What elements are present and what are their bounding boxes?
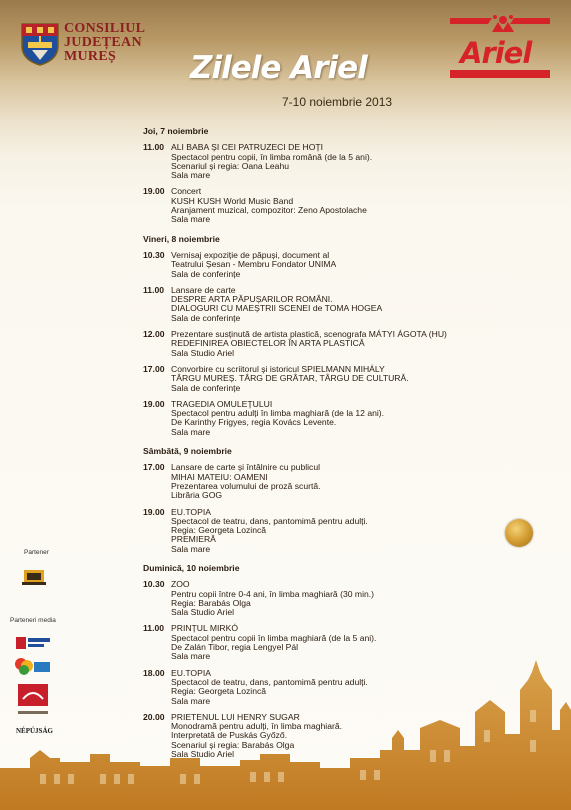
- event-detail-line: REDEFINIREA OBIECTELOR ÎN ARTA PLASTICĂ: [171, 338, 365, 349]
- event-time: 11.00: [143, 284, 165, 295]
- council-line: CONSILIUL: [64, 21, 146, 36]
- event-time: 12.00: [143, 329, 165, 340]
- event-detail-line: Sala mare: [171, 651, 211, 662]
- event-detail-line: Sala Studio Ariel: [171, 749, 235, 760]
- event-detail-line: De Zalán Tibor, regia Lengyel Pál: [171, 642, 299, 653]
- ariel-logo-text: Ariel: [460, 36, 532, 70]
- event-detail-line: DESPRE ARTA PĂPUȘARILOR ROMÂNI.: [171, 294, 333, 305]
- day-title: Duminică, 10 noiembrie: [143, 562, 240, 573]
- event-item: [143, 463, 563, 500]
- event-item: [143, 365, 563, 393]
- event-time: 19.00: [143, 186, 165, 197]
- day-section: [143, 127, 563, 225]
- event-item: [143, 187, 563, 224]
- media-logo-55-icon: [16, 636, 50, 650]
- event-time: 19.00: [143, 398, 165, 409]
- event-title: ALI BABA ȘI CEI PATRUZECI DE HOȚI: [171, 142, 324, 153]
- event-detail-line: MIHAI MATEIU: OAMENI: [171, 471, 268, 482]
- event-detail-line: PREMIERĂ: [171, 534, 216, 545]
- event-detail-line: Sala mare: [171, 214, 211, 225]
- event-detail-line: Regia: Georgeta Lozincă: [171, 686, 267, 697]
- event-detail-line: Spectacol pentru copii în limba maghiară (de la 5 ani).: [171, 632, 377, 643]
- event-time: 11.00: [143, 623, 165, 634]
- festival-title: Zilele Ariel: [190, 50, 367, 86]
- event-title: TRAGEDIA OMULEȚULUI: [171, 398, 273, 409]
- event-detail-line: Teatrului Șesan - Membru Fondator UNIMA: [171, 259, 337, 270]
- partner-logo-icon: [22, 566, 46, 586]
- event-item: [143, 251, 563, 279]
- event-detail-line: Sala de conferințe: [171, 268, 241, 279]
- event-title: Lansare de carte și întâlnire cu publicul: [171, 462, 321, 473]
- event-detail-line: Spectacol de teatru, dans, pantomimă pentru adulți.: [171, 676, 368, 687]
- day-title: Vineri, 8 noiembrie: [143, 233, 220, 244]
- event-title: Vernisaj expoziție de păpuși, document al: [171, 249, 330, 260]
- event-time: 20.00: [143, 711, 165, 722]
- county-crest-icon: [20, 22, 60, 66]
- event-detail-line: Scenariul și regia: Oana Leahu: [171, 160, 290, 171]
- event-detail-line: Sala mare: [171, 170, 211, 181]
- day-title: Sâmbătă, 9 noiembrie: [143, 446, 232, 457]
- event-detail-line: De Karinthy Frigyes, regia Kovács Levente.: [171, 417, 337, 428]
- event-detail-line: Prezentarea volumului de proză scurtă.: [171, 480, 321, 491]
- event-detail-line: Pentru copii între 0-4 ani, în limba maghiară (30 min.): [171, 588, 375, 599]
- festival-dates: 7-10 noiembrie 2013: [282, 95, 393, 109]
- council-line: JUDEȚEAN: [64, 35, 142, 50]
- event-title: PRINȚUL MIRKÓ: [171, 623, 239, 634]
- media-partners-label: Parteneri media: [10, 617, 56, 624]
- event-detail-line: Aranjament muzical, compozitor: Zeno Apostolache: [171, 205, 367, 216]
- event-title: ZOO: [171, 579, 190, 590]
- council-name: [64, 22, 145, 64]
- event-time: 17.00: [143, 462, 165, 473]
- event-item: [143, 143, 563, 180]
- event-detail-line: Spectacol de teatru, dans, pantomimă pentru adulți.: [171, 515, 368, 526]
- event-detail-line: Scenariul și regia: Barabás Olga: [171, 739, 295, 750]
- event-detail-line: Sala mare: [171, 695, 211, 706]
- event-title: EU.TOPIA: [171, 667, 211, 678]
- city-skyline-illustration: [0, 650, 571, 810]
- event-title: Lansare de carte: [171, 284, 236, 295]
- day-section: [143, 235, 563, 437]
- event-detail-line: KUSH KUSH World Music Band: [171, 195, 294, 206]
- event-title: EU.TOPIA: [171, 506, 211, 517]
- event-title: PRIETENUL LUI HENRY SUGAR: [171, 711, 300, 722]
- event-title: Prezentare susținută de artista plastică, scenografa MÁTYI ÁGOTA (HU): [171, 329, 447, 340]
- day-section: [143, 447, 563, 554]
- event-item: [143, 286, 563, 323]
- day-title: Joi, 7 noiembrie: [143, 126, 209, 136]
- event-time: 11.00: [143, 142, 165, 153]
- event-time: 17.00: [143, 363, 165, 374]
- event-time: 18.00: [143, 667, 165, 678]
- event-detail-line: Sala mare: [171, 543, 211, 554]
- gold-seal-icon: [505, 519, 533, 547]
- event-detail-line: Sala mare: [171, 426, 211, 437]
- event-time: 10.30: [143, 249, 165, 260]
- event-detail-line: DIALOGURI CU MAEȘTRII SCENEI de TOMA HOGEA: [171, 303, 383, 314]
- event-detail-line: TÂRGU MUREȘ. TÂRG DE GRÂTAR, TÂRGU DE CULTURĂ.: [171, 373, 409, 384]
- event-detail-line: Regia: Georgeta Lozincă: [171, 525, 267, 536]
- event-time: 19.00: [143, 506, 165, 517]
- event-item: [143, 330, 563, 358]
- event-detail-line: Interpretată de Puskás Győző.: [171, 730, 288, 741]
- event-title: Convorbire cu scriitorul și istoricul SPIELMANN MIHÁLY: [171, 363, 385, 374]
- event-title: Concert: [171, 186, 202, 197]
- event-time: 10.30: [143, 579, 165, 590]
- event-detail-line: Monodramă pentru adulți, în limba maghiară.: [171, 721, 343, 732]
- event-detail-line: Librăria GOG: [171, 490, 223, 501]
- event-detail-line: Spectacol pentru copii, în limba română (de la 5 ani).: [171, 151, 373, 162]
- event-detail-line: Sala Studio Ariel: [171, 347, 235, 358]
- event-item: [143, 508, 563, 554]
- media-logo-nepujsag: NÉPÚJSÁG: [16, 727, 53, 735]
- council-line: MUREȘ: [64, 49, 117, 64]
- event-detail-line: Sala de conferințe: [171, 382, 241, 393]
- event-detail-line: Regia: Barabás Olga: [171, 597, 251, 608]
- event-detail-line: Spectacol pentru adulți în limba maghiară (de la 12 ani).: [171, 408, 385, 419]
- partner-label: Partener: [24, 549, 49, 556]
- event-item: [143, 580, 563, 617]
- event-detail-line: Sala Studio Ariel: [171, 607, 235, 618]
- event-detail-line: Sala de conferințe: [171, 312, 241, 323]
- event-item: [143, 400, 563, 437]
